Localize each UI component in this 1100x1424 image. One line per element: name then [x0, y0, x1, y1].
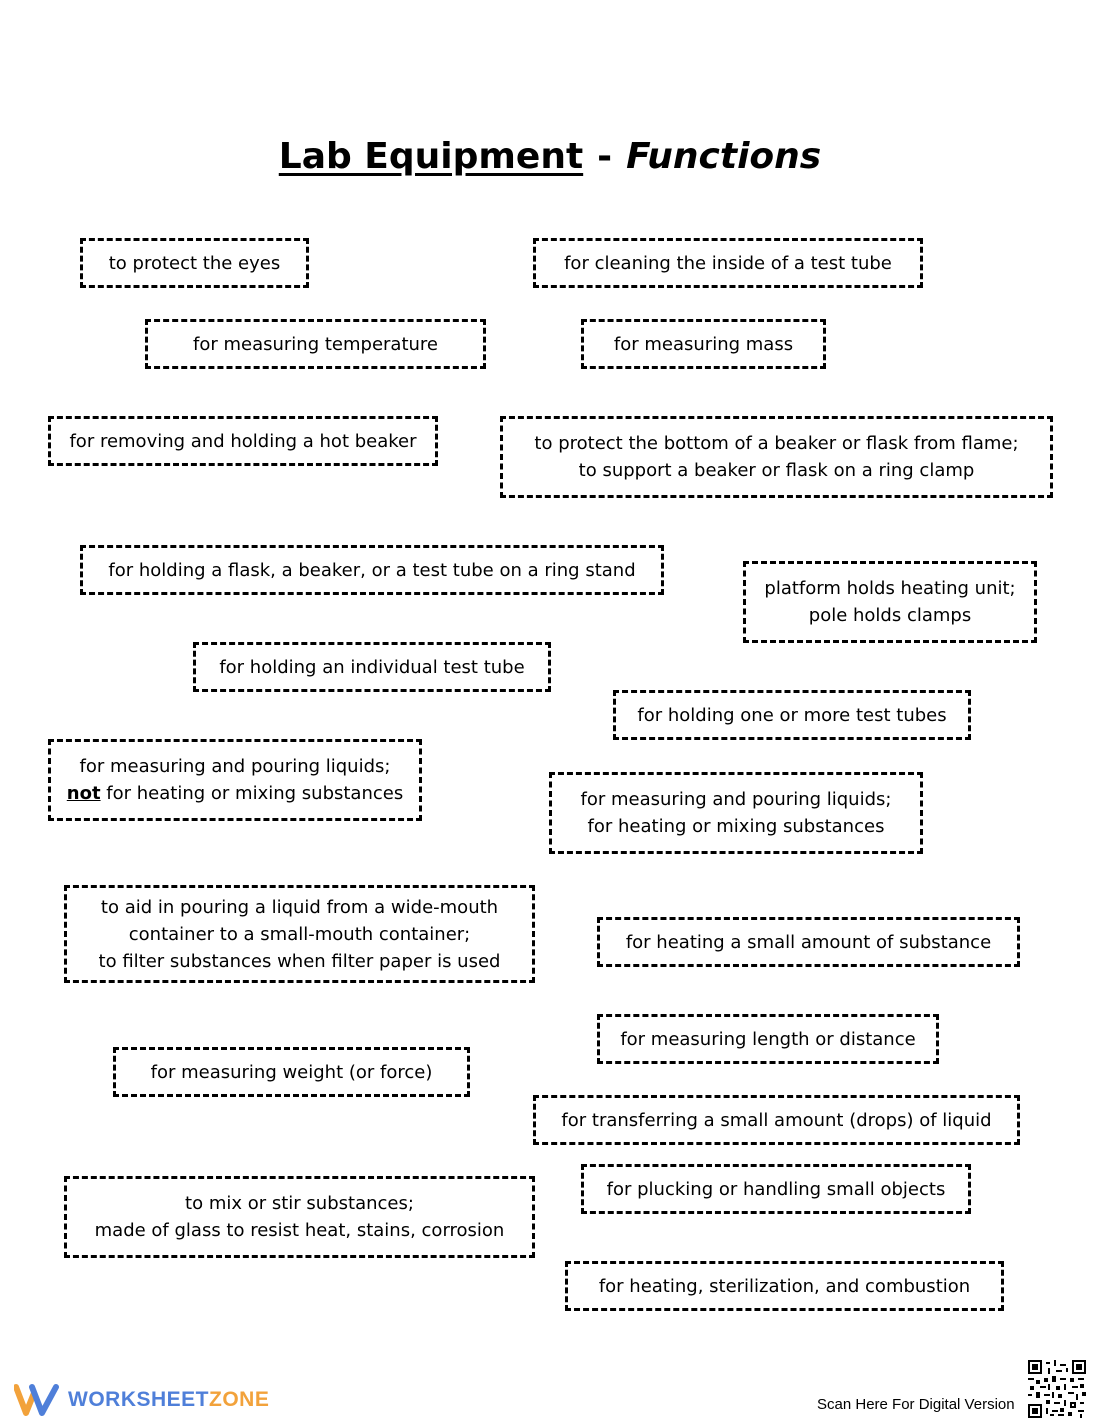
- page-title: [0, 132, 1100, 182]
- worksheetzone-logo[interactable]: [14, 1382, 269, 1418]
- function-card: [613, 690, 971, 740]
- function-card: [48, 739, 422, 821]
- title-sub: Functions: [626, 136, 822, 177]
- function-card: [64, 885, 535, 983]
- card-text: for heating or mixing substances: [587, 816, 885, 837]
- scan-text: Scan Here For Digital Version: [817, 1396, 1015, 1413]
- title-separator: -: [597, 136, 613, 177]
- function-card: [193, 642, 551, 692]
- brand-part-worksheet: WORKSHEET: [68, 1388, 209, 1411]
- card-text: pole holds clamps: [808, 605, 972, 626]
- function-card: [565, 1261, 1004, 1311]
- function-card: [597, 1014, 939, 1064]
- card-text-line: [67, 780, 403, 807]
- card-text: for plucking or handling small objects: [606, 1178, 946, 1200]
- worksheetzone-logo-icon: [14, 1383, 60, 1417]
- function-card: [533, 1095, 1020, 1145]
- function-card: [48, 416, 438, 466]
- brand-part-zone: ZONE: [209, 1388, 270, 1411]
- card-text: for cleaning the inside of a test tube: [564, 252, 892, 274]
- function-card: [500, 416, 1053, 498]
- card-text: to protect the bottom of a beaker or flask from flame;: [534, 433, 1019, 454]
- card-text: for holding one or more test tubes: [637, 704, 947, 726]
- card-text: for measuring and pouring liquids;: [580, 789, 892, 810]
- card-text: container to a small-mouth container;: [128, 923, 471, 945]
- function-card: [597, 917, 1020, 967]
- function-card: [533, 238, 923, 288]
- card-text: for measuring length or distance: [620, 1028, 916, 1050]
- card-text: for measuring weight (or force): [150, 1061, 433, 1083]
- card-text: for heating, sterilization, and combustion: [598, 1275, 971, 1297]
- card-text: for measuring temperature: [193, 333, 438, 355]
- card-text: for transferring a small amount (drops) of liquid: [561, 1109, 992, 1131]
- brand-name: [68, 1388, 269, 1412]
- function-card: [549, 772, 923, 854]
- function-card: [743, 561, 1037, 643]
- card-text: for holding an individual test tube: [219, 656, 525, 678]
- title-main: Lab Equipment: [278, 136, 584, 177]
- card-text: for holding a flask, a beaker, or a test tube on a ring stand: [108, 559, 636, 581]
- card-text: for heating or mixing substances: [100, 783, 404, 804]
- function-card: [80, 545, 664, 595]
- not-emphasis: not: [66, 783, 101, 804]
- function-card: [581, 1164, 971, 1214]
- qr-code-icon[interactable]: [1028, 1360, 1086, 1418]
- function-card: [145, 319, 486, 369]
- card-text: for heating a small amount of substance: [625, 931, 992, 953]
- card-text: for measuring mass: [613, 333, 794, 355]
- card-text: for measuring and pouring liquids;: [79, 756, 391, 777]
- function-card: [581, 319, 826, 369]
- card-text: to filter substances when filter paper is used: [98, 950, 501, 972]
- function-card: [113, 1047, 470, 1097]
- function-card: [64, 1176, 535, 1258]
- card-text: platform holds heating unit;: [764, 578, 1016, 599]
- card-text: to aid in pouring a liquid from a wide-mouth: [100, 896, 499, 918]
- card-text: to protect the eyes: [108, 252, 281, 274]
- card-text: for removing and holding a hot beaker: [69, 430, 417, 452]
- card-text: to mix or stir substances;: [185, 1193, 414, 1214]
- function-card: [80, 238, 309, 288]
- card-text: to support a beaker or flask on a ring clamp: [578, 460, 975, 481]
- card-text: made of glass to resist heat, stains, corrosion: [94, 1220, 505, 1241]
